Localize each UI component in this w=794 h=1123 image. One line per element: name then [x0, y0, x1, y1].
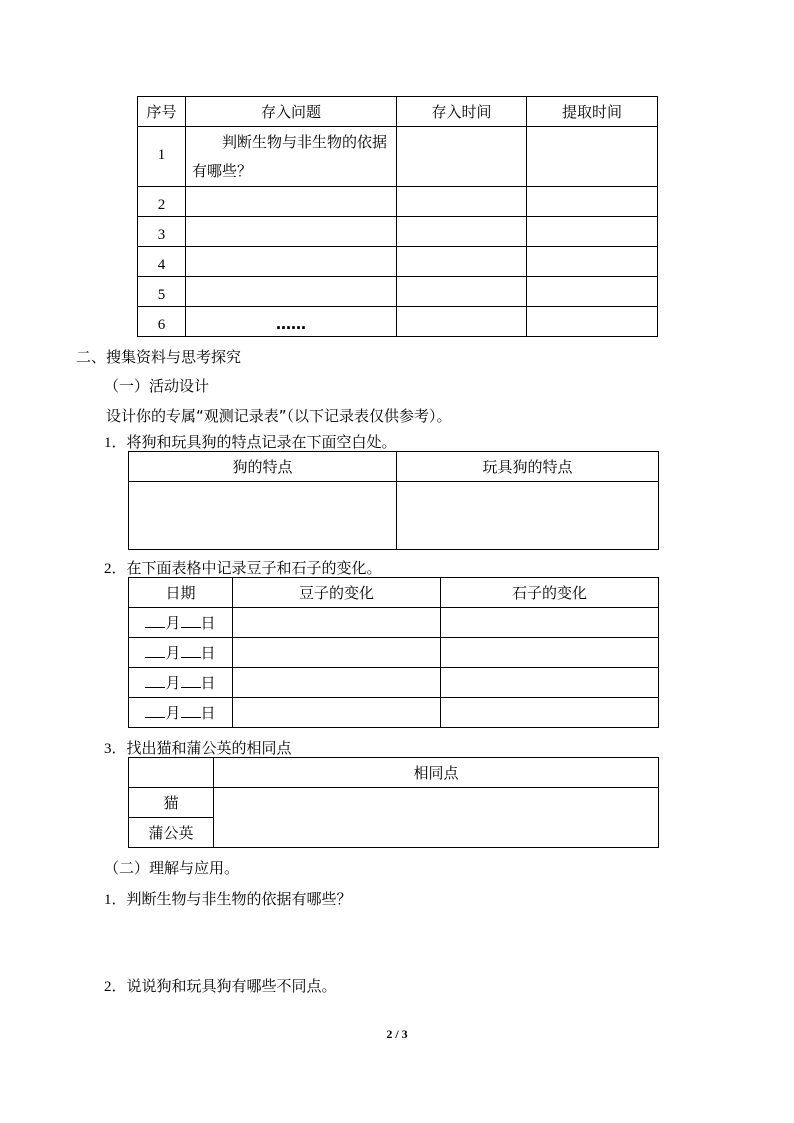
- table-row: [138, 217, 658, 247]
- stone-change-cell[interactable]: [441, 668, 659, 698]
- header-cell-similarities: 相同点: [214, 758, 659, 788]
- dog-features-table: [128, 451, 659, 550]
- table-row: [138, 247, 658, 277]
- month-blank[interactable]: [145, 703, 165, 718]
- header-cell-store-time: 存入时间: [397, 97, 527, 127]
- table-row: [138, 187, 658, 217]
- table-row: [129, 608, 659, 638]
- item-number: 1．: [104, 435, 127, 451]
- date-cell[interactable]: [129, 668, 233, 698]
- item-number: 2．: [104, 561, 127, 577]
- header-cell-dog: 狗的特点: [129, 452, 397, 482]
- bean-change-cell[interactable]: [233, 638, 441, 668]
- header-cell-empty: [129, 758, 214, 788]
- similarities-table: [128, 757, 659, 848]
- table-header-row: [129, 578, 659, 608]
- question-cell[interactable]: [186, 217, 397, 247]
- row-label-cat: 猫: [129, 788, 214, 818]
- item-number: 1．: [104, 892, 127, 908]
- day-label: 日: [200, 674, 216, 692]
- store-time-cell[interactable]: [397, 127, 527, 187]
- month-label: 月: [165, 644, 181, 662]
- header-cell-date: 日期: [129, 578, 233, 608]
- month-label: 月: [165, 704, 181, 722]
- day-blank[interactable]: [181, 643, 201, 658]
- day-label: 日: [200, 644, 216, 662]
- question-bank-table: [137, 96, 658, 337]
- month-label: 月: [165, 674, 181, 692]
- question-2-text: [104, 975, 337, 996]
- question-label: 说说狗和玩具狗有哪些不同点。: [126, 977, 337, 995]
- table-row: [138, 307, 658, 337]
- table-row: [129, 698, 659, 728]
- day-label: 日: [200, 614, 216, 632]
- row-label-dandelion: 蒲公英: [129, 818, 214, 848]
- table-header-row: [129, 758, 659, 788]
- stone-change-cell[interactable]: [441, 698, 659, 728]
- row-number: 6: [138, 307, 186, 337]
- header-cell-index: 序号: [138, 97, 186, 127]
- subsection-heading-activity: （一）活动设计: [104, 377, 210, 395]
- row-number: 2: [138, 187, 186, 217]
- item-label: 将狗和玩具狗的特点记录在下面空白处。: [126, 433, 397, 451]
- row-number: 1: [138, 127, 186, 187]
- question-label: 判断生物与非生物的依据有哪些？: [126, 890, 352, 908]
- table-row: [129, 668, 659, 698]
- table-row: [129, 788, 659, 818]
- day-label: 日: [200, 704, 216, 722]
- table-row: [138, 127, 658, 187]
- header-cell-bean: 豆子的变化: [233, 578, 441, 608]
- item-label: 找出猫和蒲公英的相同点: [126, 739, 292, 757]
- store-time-cell[interactable]: [397, 187, 527, 217]
- item-label: 在下面表格中记录豆子和石子的变化。: [126, 559, 382, 577]
- month-blank[interactable]: [145, 613, 165, 628]
- month-blank[interactable]: [145, 673, 165, 688]
- row-number: 4: [138, 247, 186, 277]
- header-cell-toy-dog: 玩具狗的特点: [397, 452, 659, 482]
- section-heading: 二、搜集资料与思考探究: [76, 348, 242, 366]
- stone-change-cell[interactable]: [441, 608, 659, 638]
- change-record-table: [128, 577, 659, 728]
- day-blank[interactable]: [181, 673, 201, 688]
- bean-change-cell[interactable]: [233, 668, 441, 698]
- store-time-cell[interactable]: [397, 307, 527, 337]
- page-number: 2 / 3: [386, 1027, 408, 1041]
- day-blank[interactable]: [181, 703, 201, 718]
- bean-change-cell[interactable]: [233, 698, 441, 728]
- intro-text: 设计你的专属“观测记录表”（以下记录表仅供参考）。: [106, 407, 452, 425]
- header-cell-stone: 石子的变化: [441, 578, 659, 608]
- retrieve-time-cell[interactable]: [527, 127, 658, 187]
- bean-change-cell[interactable]: [233, 608, 441, 638]
- month-blank[interactable]: [145, 643, 165, 658]
- toy-dog-features-cell[interactable]: [397, 482, 659, 550]
- date-cell[interactable]: [129, 698, 233, 728]
- item-2-text: [104, 557, 382, 578]
- table-row: [129, 482, 659, 550]
- item-number: 2．: [104, 979, 127, 995]
- date-cell[interactable]: [129, 638, 233, 668]
- header-cell-question: 存入问题: [186, 97, 397, 127]
- store-time-cell[interactable]: [397, 247, 527, 277]
- store-time-cell[interactable]: [397, 277, 527, 307]
- item-1-text: [104, 431, 397, 452]
- day-blank[interactable]: [181, 613, 201, 628]
- subsection-heading-application: （二）理解与应用。: [104, 859, 240, 877]
- question-1-text: [104, 888, 352, 909]
- question-cell: 判断生物与非生物的依据有哪些？: [186, 127, 397, 187]
- retrieve-time-cell[interactable]: [527, 247, 658, 277]
- ellipsis-cell: ……: [186, 307, 397, 337]
- table-row: [138, 277, 658, 307]
- question-cell[interactable]: [186, 247, 397, 277]
- question-cell[interactable]: [186, 277, 397, 307]
- item-number: 3．: [104, 741, 127, 757]
- retrieve-time-cell[interactable]: [527, 187, 658, 217]
- retrieve-time-cell[interactable]: [527, 277, 658, 307]
- date-cell[interactable]: [129, 608, 233, 638]
- retrieve-time-cell[interactable]: [527, 217, 658, 247]
- item-3-text: [104, 737, 292, 758]
- month-label: 月: [165, 614, 181, 632]
- table-row: [129, 638, 659, 668]
- store-time-cell[interactable]: [397, 217, 527, 247]
- row-number: 3: [138, 217, 186, 247]
- similarities-cell[interactable]: [214, 788, 659, 848]
- dog-features-cell[interactable]: [129, 482, 397, 550]
- question-cell[interactable]: [186, 187, 397, 217]
- table-header-row: [129, 452, 659, 482]
- header-cell-retrieve-time: 提取时间: [527, 97, 658, 127]
- row-number: 5: [138, 277, 186, 307]
- stone-change-cell[interactable]: [441, 638, 659, 668]
- table-header-row: [138, 97, 658, 127]
- retrieve-time-cell[interactable]: [527, 307, 658, 337]
